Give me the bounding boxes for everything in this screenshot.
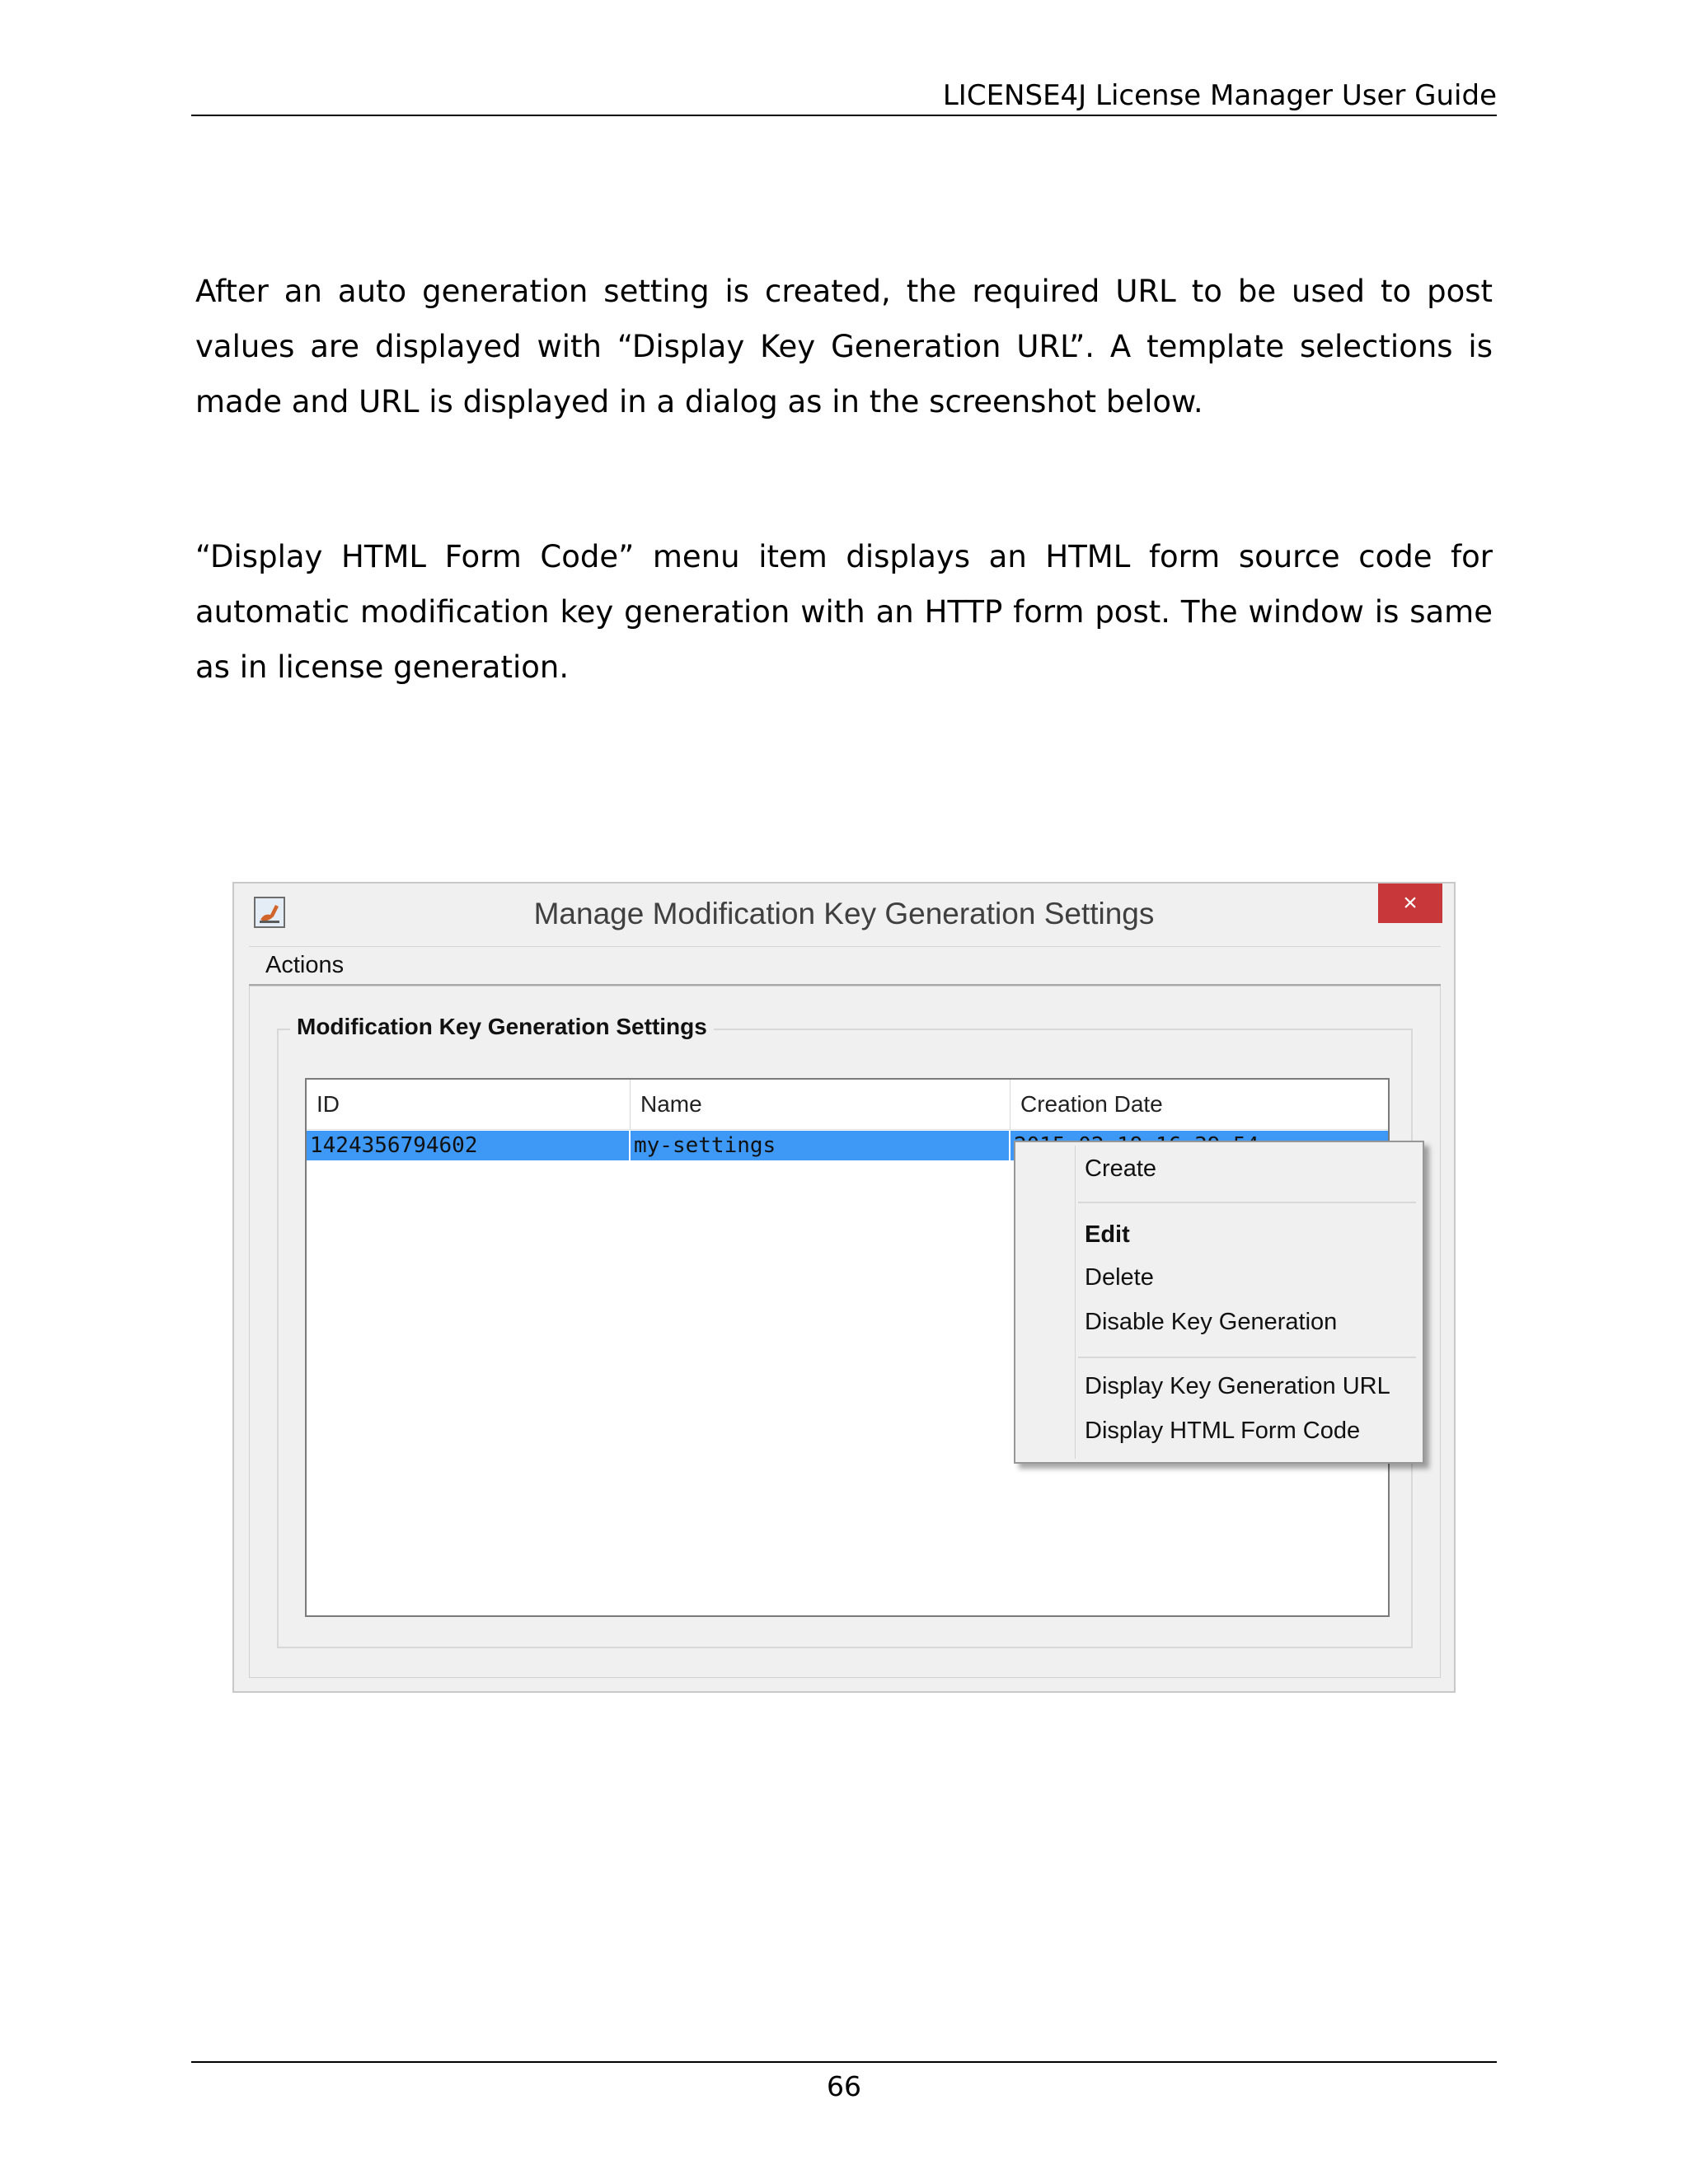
paragraph-2: “Display HTML Form Code” menu item displays an HTML form source code for automatic modification key generation with an HTTP form post. The window is same as in license generation. [195, 539, 1493, 685]
menu-separator [1078, 1202, 1416, 1203]
groupbox-title: Modification Key Generation Settings [290, 1014, 714, 1040]
menu-separator [1078, 1357, 1416, 1358]
table-header [307, 1080, 1388, 1130]
footer-rule [191, 2061, 1497, 2063]
menu-item-edit[interactable]: Edit [1085, 1221, 1130, 1248]
menu-item-display-html-form-code[interactable]: Display HTML Form Code [1085, 1418, 1361, 1444]
column-header-name[interactable]: Name [631, 1080, 1010, 1129]
column-header-id[interactable]: ID [307, 1080, 631, 1129]
dialog-titlebar[interactable] [234, 883, 1454, 946]
page-number: 66 [827, 2070, 861, 2102]
menu-item-delete[interactable]: Delete [1085, 1264, 1154, 1291]
menu-item-create[interactable]: Create [1085, 1155, 1157, 1182]
cell-name: my-settings [631, 1131, 1010, 1160]
cell-id: 1424356794602 [307, 1131, 631, 1160]
paragraph-1: After an auto generation setting is created, the required URL to be used to post values are displayed with “Display Key Generation URL”. A template selections is made and URL is displayed in a dialog as in the screenshot below. [195, 274, 1493, 419]
close-button[interactable]: × [1378, 883, 1442, 923]
header-rule [191, 115, 1497, 116]
manage-settings-dialog [232, 882, 1456, 1693]
actions-menu[interactable]: Actions [265, 952, 345, 978]
menu-bar [249, 946, 1441, 986]
context-menu [1014, 1141, 1424, 1464]
menu-item-disable-key-generation[interactable]: Disable Key Generation [1085, 1309, 1338, 1335]
page-header: LICENSE4J License Manager User Guide [942, 79, 1497, 112]
dialog-title: Manage Modification Key Generation Settings [533, 897, 1155, 930]
column-header-creation-date[interactable]: Creation Date [1020, 1091, 1163, 1117]
menu-item-display-key-generation-url[interactable]: Display Key Generation URL [1085, 1373, 1390, 1399]
context-menu-gutter [1075, 1146, 1076, 1459]
